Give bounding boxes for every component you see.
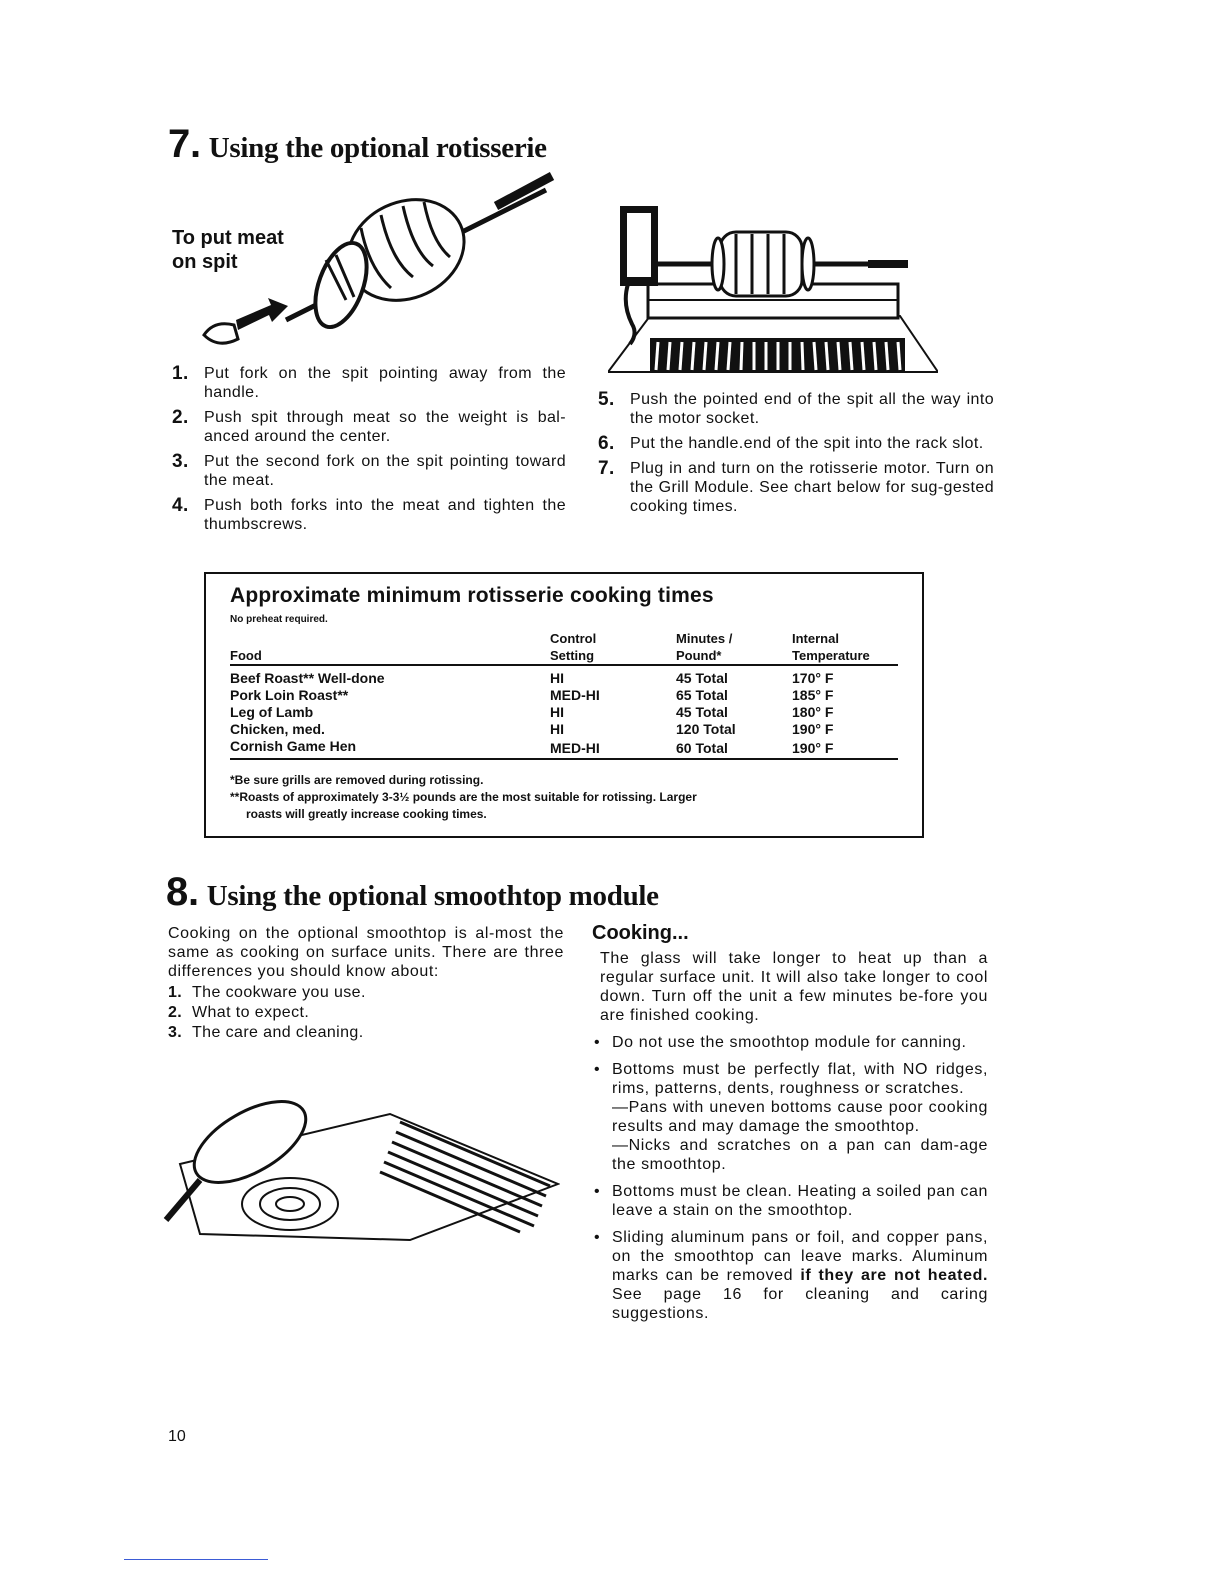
cooking-bullets bbox=[592, 1033, 988, 1323]
cooking-paragraph: The glass will take longer to heat up than a regular surface unit. It will also take longer to cool down. Turn off the unit a few minutes be-fore you are finished cooking. bbox=[600, 950, 988, 1024]
list-item: 1. The cookware you use. bbox=[168, 984, 366, 1001]
list-item: • Sliding aluminum pans or foil, and copper pans, on the smoothtop can leave marks. Aluminum marks can be removed if they are not heated. See page 16 for cleaning and caring suggestions. bbox=[594, 1228, 988, 1323]
cooking-times-title: Approximate minimum rotisserie cooking times bbox=[230, 584, 714, 607]
section-8-title: Using the optional smoothtop module bbox=[206, 880, 659, 912]
rotisserie-steps-left bbox=[172, 364, 566, 540]
section-7-heading bbox=[168, 122, 547, 167]
cooking-times-footnotes bbox=[230, 772, 910, 823]
rotisserie-steps-right bbox=[598, 390, 994, 522]
step-6: 6. Put the handle.end of the spit into the rack slot. bbox=[598, 433, 984, 454]
table-row: Pork Loin Roast** MED-HI 65 Total 185° F bbox=[230, 687, 834, 703]
cooking-times-table bbox=[230, 630, 898, 760]
section-8-heading bbox=[166, 870, 659, 915]
cooking-times-box bbox=[204, 572, 924, 838]
col-internal-temperature: Internal Temperature bbox=[792, 630, 898, 665]
col-control-setting: Control Setting bbox=[550, 630, 676, 665]
col-food: Food bbox=[230, 630, 550, 665]
section-7-title: Using the optional rotisserie bbox=[208, 132, 547, 164]
footnote-1: *Be sure grills are removed during rotissing. bbox=[230, 773, 484, 787]
footnote-2b: roasts will greatly increase cooking times. bbox=[246, 807, 487, 821]
step-2: 2. Push spit through meat so the weight is bal-anced around the center. bbox=[172, 407, 566, 445]
table-row: Chicken, med. HI 120 Total 190° F bbox=[230, 721, 834, 737]
cooking-times-subtitle: No preheat required. bbox=[230, 614, 328, 625]
spit-figure-label-line2: on spit bbox=[172, 251, 238, 273]
table-row: Leg of Lamb HI 45 Total 180° F bbox=[230, 704, 834, 720]
smoothtop-illustration bbox=[160, 1084, 560, 1244]
smoothtop-intro bbox=[168, 924, 564, 1043]
table-row: Beef Roast** Well-done HI 45 Total 170° F bbox=[230, 670, 834, 686]
spit-figure-label-line1: To put meat bbox=[172, 227, 284, 249]
list-item: • Do not use the smoothtop module for canning. bbox=[594, 1033, 988, 1052]
list-item: 3. The care and cleaning. bbox=[168, 1024, 364, 1041]
smoothtop-differences-list bbox=[168, 983, 564, 1042]
list-item: 2. What to expect. bbox=[168, 1004, 310, 1021]
table-row: Cornish Game Hen MED-HI 60 Total 190° F bbox=[230, 738, 898, 759]
section-7-number: 7. bbox=[168, 122, 201, 166]
list-item: • Bottoms must be perfectly flat, with NO ridges, rims, patterns, dents, roughness or scratches. —Pans with uneven bottoms cause poor cooking results and may damage the smoothtop. —Nicks and scratches on a pan can dam-age the smoothtop. bbox=[594, 1060, 988, 1174]
cooking-column bbox=[592, 922, 988, 1331]
step-1: 1. Put fork on the spit pointing away from the handle. bbox=[172, 363, 566, 401]
smoothtop-intro-paragraph: Cooking on the optional smoothtop is al-most the same as cooking on surface units. There are three differences you should know about: bbox=[168, 925, 564, 980]
cooking-heading: Cooking... bbox=[592, 922, 689, 944]
col-minutes-per-pound: Minutes / Pound* bbox=[676, 630, 792, 665]
step-4: 4. Push both forks into the meat and tighten the thumbscrews. bbox=[172, 495, 566, 533]
step-7: 7. Plug in and turn on the rotisserie motor. Turn on the Grill Module. See chart below for sug-gested cooking times. bbox=[598, 458, 994, 515]
spit-illustration bbox=[196, 170, 556, 360]
list-item: • Bottoms must be clean. Heating a soiled pan can leave a stain on the smoothtop. bbox=[594, 1182, 988, 1220]
page-number: 10 bbox=[168, 1428, 186, 1445]
footnote-2a: **Roasts of approximately 3-3½ pounds are the most suitable for rotissing. Larger bbox=[230, 790, 697, 804]
step-3: 3. Put the second fork on the spit pointing toward the meat. bbox=[172, 451, 566, 489]
footer-divider bbox=[124, 1559, 268, 1560]
rotisserie-grill-illustration bbox=[608, 188, 938, 374]
cooking-times-header-row bbox=[230, 630, 898, 665]
step-5: 5. Push the pointed end of the spit all the way into the motor socket. bbox=[598, 389, 994, 427]
section-8-number: 8. bbox=[166, 870, 199, 914]
